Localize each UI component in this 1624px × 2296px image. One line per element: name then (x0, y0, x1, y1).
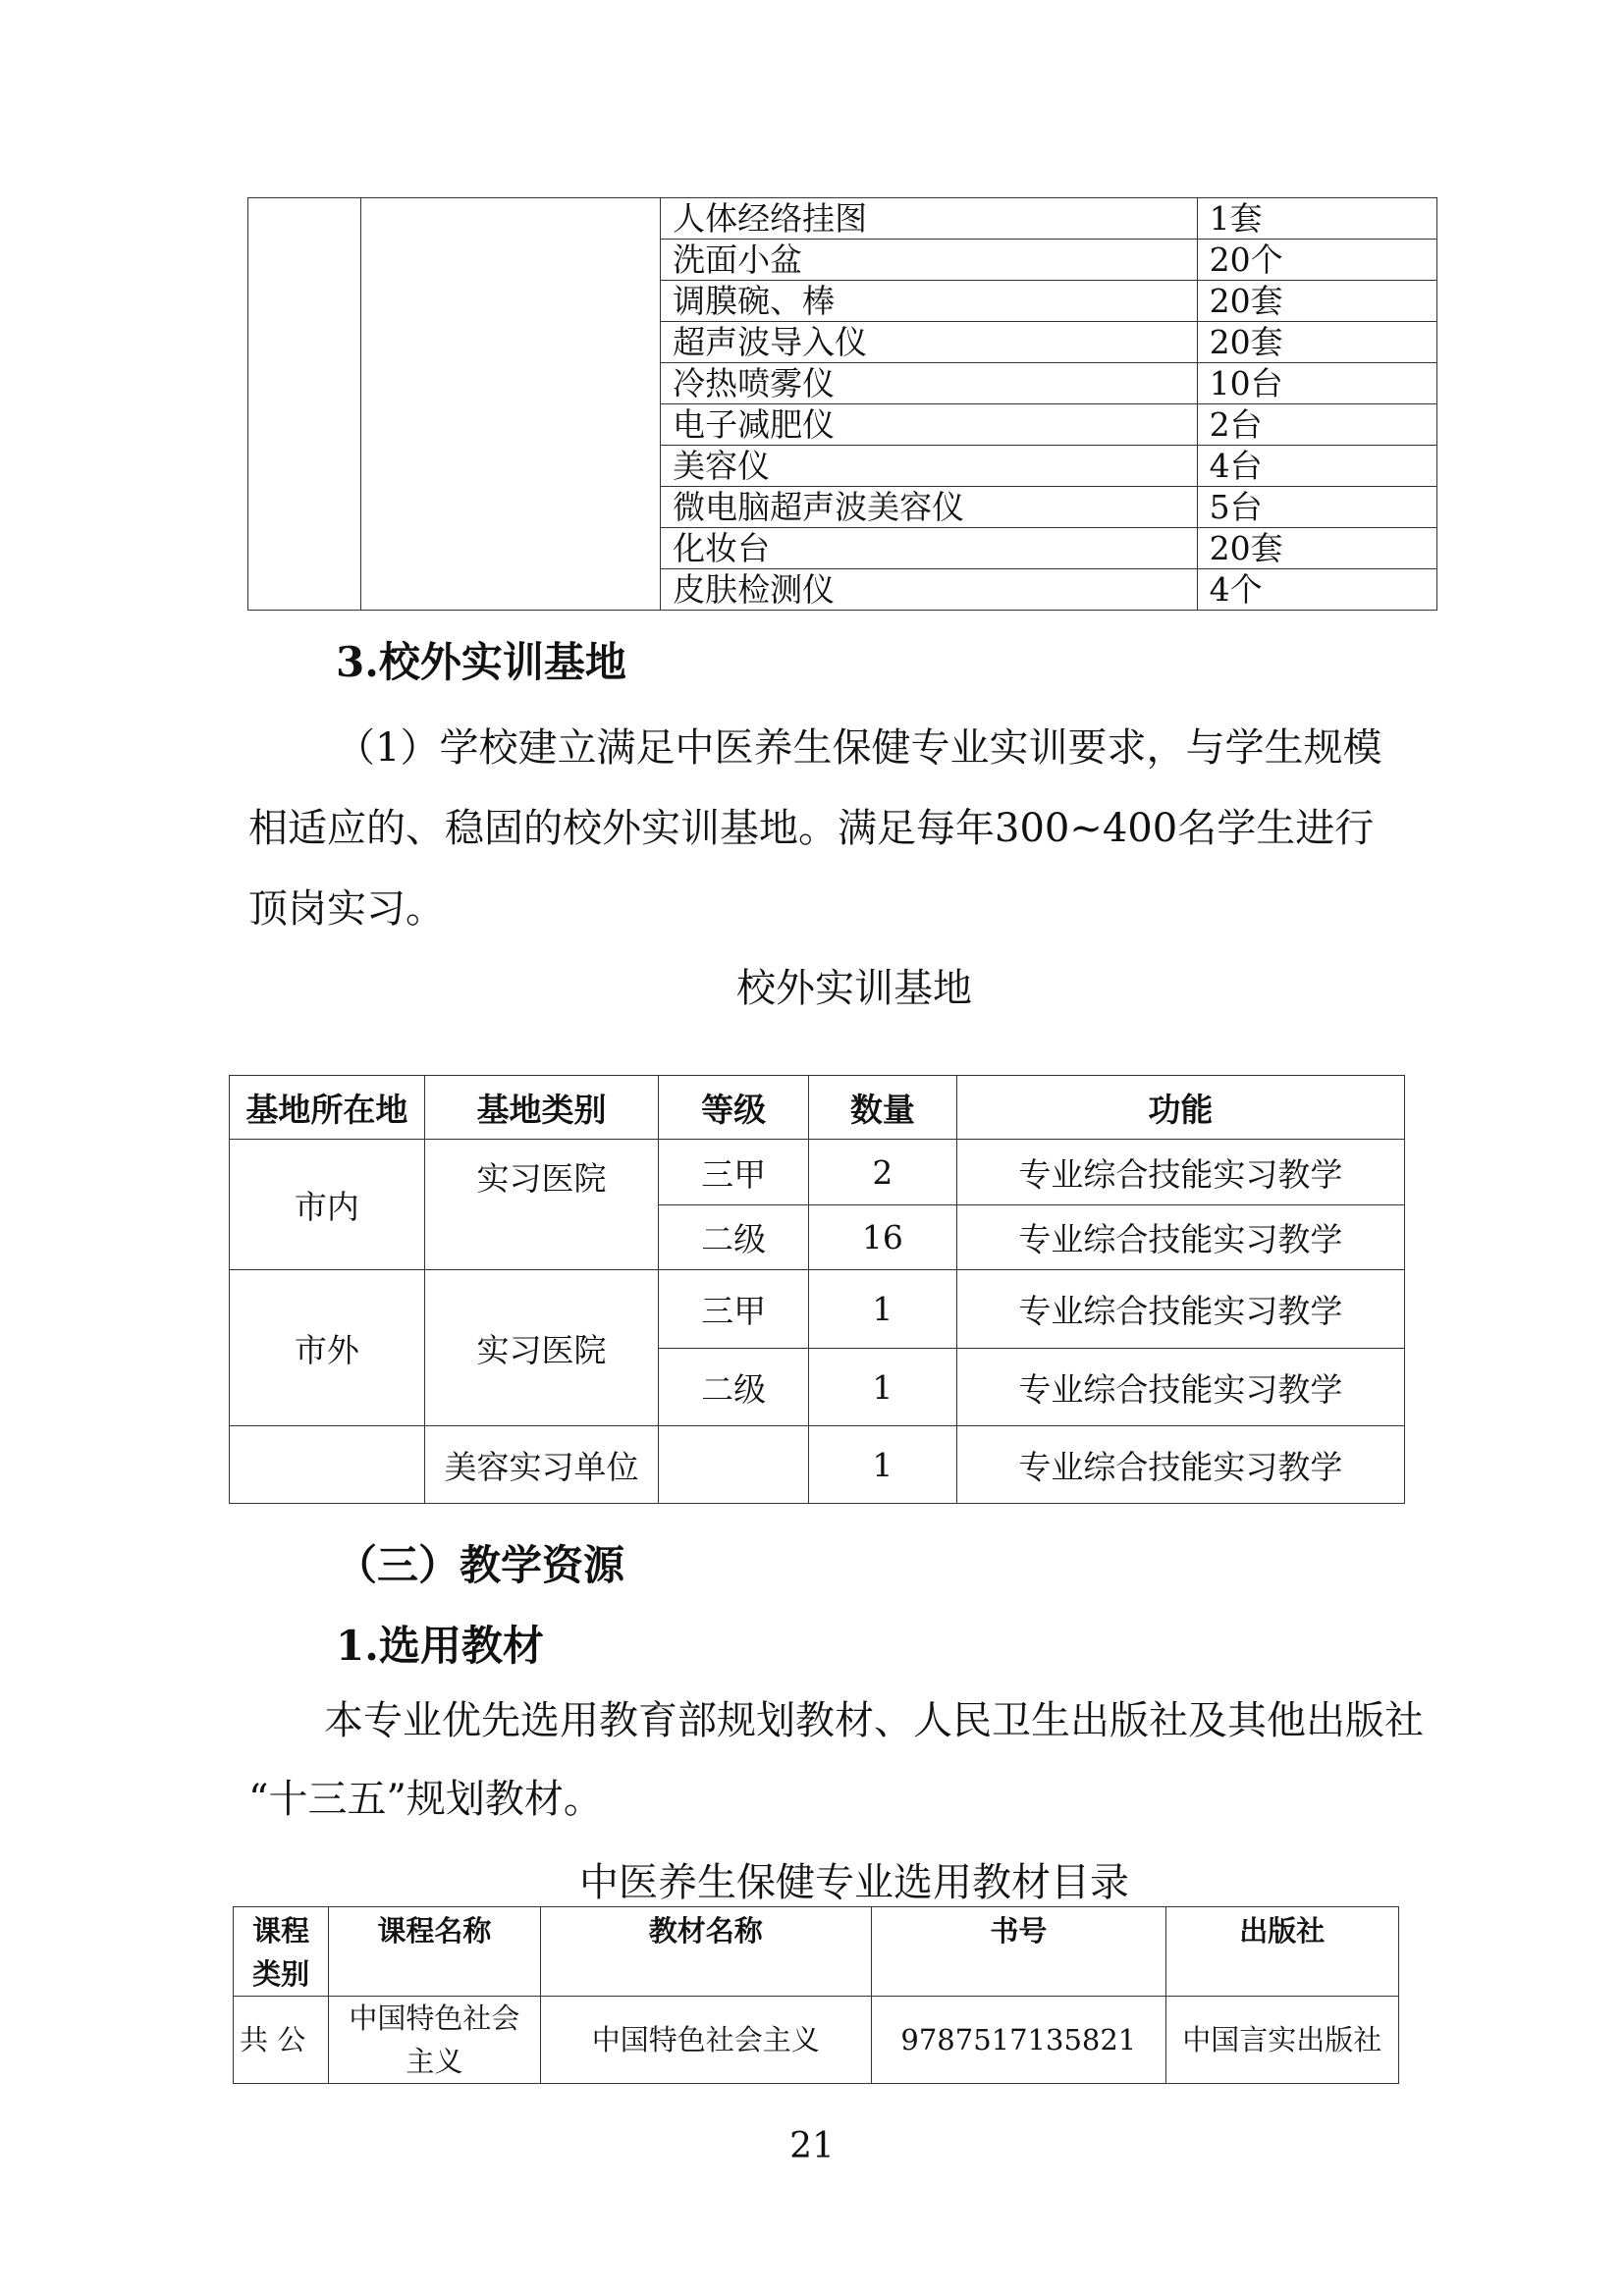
equipment-qty: 4个 (1197, 569, 1436, 611)
table-header-row (230, 1076, 1405, 1140)
header-line: 课程 (252, 1914, 310, 1948)
section-heading: （三）教学资源 (336, 1541, 625, 1589)
count-cell: 1 (809, 1349, 957, 1426)
grade-cell: 三甲 (659, 1270, 809, 1349)
location-cell (230, 1426, 425, 1504)
column-header (234, 1907, 329, 1997)
column-header: 教材名称 (540, 1907, 872, 1997)
grade-cell: 三甲 (659, 1140, 809, 1205)
publisher-cell: 中国言实出版社 (1165, 1997, 1398, 2084)
table-row (230, 1140, 1405, 1205)
empty-cell (248, 198, 361, 611)
column-header: 书号 (872, 1907, 1166, 1997)
isbn-cell: 9787517135821 (872, 1997, 1166, 2084)
equipment-table (247, 197, 1437, 611)
column-header: 基地所在地 (230, 1076, 425, 1140)
location-cell: 市内 (230, 1140, 425, 1270)
textbook-table (233, 1906, 1399, 2084)
count-cell: 1 (809, 1270, 957, 1349)
table-header-row (234, 1907, 1399, 1997)
column-header: 功能 (956, 1076, 1404, 1140)
table-caption: 校外实训基地 (736, 966, 972, 1011)
section-heading: 1.选用教材 (336, 1622, 544, 1670)
equipment-qty: 1套 (1197, 198, 1436, 240)
count-cell: 2 (809, 1140, 957, 1205)
column-header: 课程名称 (329, 1907, 540, 1997)
function-cell: 专业综合技能实习教学 (956, 1426, 1404, 1504)
category-cell: 实习医院 (424, 1140, 659, 1270)
equipment-qty: 20套 (1197, 528, 1436, 569)
paragraph-line: “十三五”规划教材。 (248, 1777, 603, 1822)
equipment-qty: 5台 (1197, 487, 1436, 528)
equipment-qty: 4台 (1197, 446, 1436, 487)
empty-cell (361, 198, 661, 611)
function-cell: 专业综合技能实习教学 (956, 1140, 1404, 1205)
table-row (234, 1997, 1399, 2084)
equipment-name: 洗面小盆 (661, 240, 1197, 281)
column-header: 基地类别 (424, 1076, 659, 1140)
training-base-table (229, 1075, 1405, 1504)
grade-cell: 二级 (659, 1205, 809, 1270)
column-header: 数量 (809, 1076, 957, 1140)
equipment-name: 美容仪 (661, 446, 1197, 487)
location-cell: 市外 (230, 1270, 425, 1426)
course-cell (329, 1997, 540, 2084)
grade-cell: 二级 (659, 1349, 809, 1426)
equipment-qty: 2台 (1197, 404, 1436, 446)
equipment-qty: 20个 (1197, 240, 1436, 281)
category-cell: 实习医院 (424, 1270, 659, 1426)
book-cell: 中国特色社会主义 (540, 1997, 872, 2084)
table-row (230, 1270, 1405, 1349)
equipment-name: 化妆台 (661, 528, 1197, 569)
column-header: 出版社 (1165, 1907, 1398, 1997)
header-line: 类别 (252, 1957, 310, 1991)
count-cell: 1 (809, 1426, 957, 1504)
table-row (248, 198, 1437, 240)
category-cell: 共 公 (234, 1997, 329, 2084)
equipment-name: 皮肤检测仪 (661, 569, 1197, 611)
page-number: 21 (789, 2126, 835, 2166)
function-cell: 专业综合技能实习教学 (956, 1270, 1404, 1349)
paragraph-line: 相适应的、稳固的校外实训基地。满足每年300~400名学生进行 (248, 806, 1375, 851)
paragraph-line: 本专业优先选用教育部规划教材、人民卫生出版社及其他出版社 (324, 1698, 1424, 1743)
course-line: 中国特色社会 (349, 2002, 520, 2035)
equipment-qty: 20套 (1197, 281, 1436, 322)
equipment-name: 调膜碗、棒 (661, 281, 1197, 322)
section-heading: 3.校外实训基地 (336, 638, 626, 686)
course-line: 主义 (406, 2045, 463, 2078)
paragraph-line: 顶岗实习。 (248, 886, 445, 932)
count-cell: 16 (809, 1205, 957, 1270)
column-header: 等级 (659, 1076, 809, 1140)
table-row (230, 1426, 1405, 1504)
equipment-name: 人体经络挂图 (661, 198, 1197, 240)
equipment-name: 超声波导入仪 (661, 322, 1197, 363)
equipment-qty: 20套 (1197, 322, 1436, 363)
paragraph-line: （1）学校建立满足中医养生保健专业实训要求，与学生规模 (336, 725, 1382, 771)
equipment-name: 微电脑超声波美容仪 (661, 487, 1197, 528)
equipment-qty: 10台 (1197, 363, 1436, 404)
function-cell: 专业综合技能实习教学 (956, 1205, 1404, 1270)
equipment-name: 冷热喷雾仪 (661, 363, 1197, 404)
function-cell: 专业综合技能实习教学 (956, 1349, 1404, 1426)
table-caption: 中医养生保健专业选用教材目录 (579, 1860, 1129, 1905)
equipment-name: 电子减肥仪 (661, 404, 1197, 446)
category-cell: 美容实习单位 (424, 1426, 659, 1504)
grade-cell (659, 1426, 809, 1504)
